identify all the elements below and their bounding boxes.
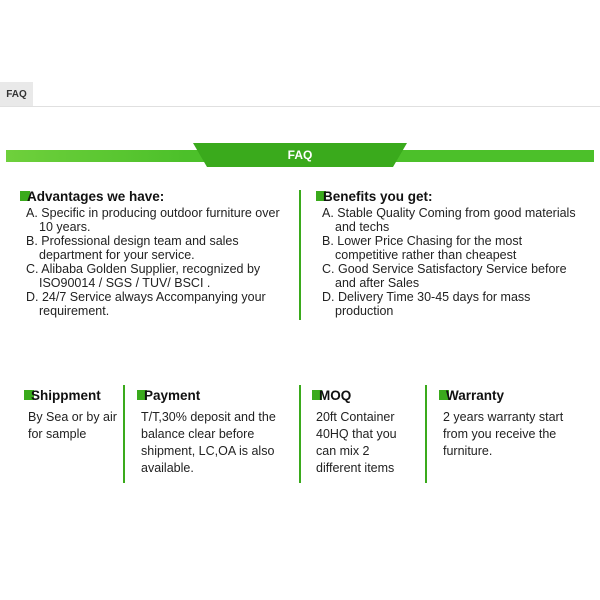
card-title: Payment — [141, 388, 289, 403]
tab-divider — [0, 106, 600, 107]
card-divider — [425, 385, 427, 483]
list-item: A. Stable Quality Coming from good materials and techs — [322, 206, 576, 234]
card-moq — [316, 388, 416, 477]
benefits-section — [320, 189, 580, 318]
card-text: T/T,30% deposit and the balance clear before shipment, LC,OA is also available. — [141, 410, 276, 475]
faq-banner-title: FAQ — [207, 143, 393, 167]
card-text: 2 years warranty start from you receive the furniture. — [443, 410, 564, 458]
card-warranty — [443, 388, 573, 460]
card-divider — [299, 385, 301, 483]
list-item: D. 24/7 Service always Accompanying your requirement. — [26, 290, 266, 318]
card-divider — [123, 385, 125, 483]
list-item: B. Lower Price Chasing for the most competitive rather than cheapest — [322, 234, 523, 262]
list-item: C. Alibaba Golden Supplier, recognized by ISO90014 / SGS / TUV/ BSCI . — [26, 262, 261, 290]
list-item: A. Specific in producing outdoor furniture over 10 years. — [26, 206, 280, 234]
card-text: 20ft Container 40HQ that you can mix 2 different items — [316, 410, 397, 475]
card-title: Warranty — [443, 388, 573, 403]
list-item: B. Professional design team and sales department for your service. — [26, 234, 239, 262]
card-shippment — [28, 388, 118, 443]
list-item: C. Good Service Satisfactory Service before and after Sales — [322, 262, 567, 290]
card-title: Shippment — [28, 388, 118, 403]
advantages-title: Advantages we have: — [24, 189, 286, 204]
section-divider — [299, 190, 301, 320]
benefits-title: Benefits you get: — [320, 189, 580, 204]
advantages-list — [24, 206, 286, 318]
tab-faq[interactable]: FAQ — [0, 82, 33, 106]
faq-banner-highlight — [6, 150, 186, 162]
list-item: D. Delivery Time 30-45 days for mass production — [322, 290, 531, 318]
card-payment — [141, 388, 289, 477]
card-text: By Sea or by air for sample — [28, 410, 117, 441]
benefits-list — [320, 206, 580, 318]
advantages-section — [24, 189, 286, 318]
card-title: MOQ — [316, 388, 416, 403]
